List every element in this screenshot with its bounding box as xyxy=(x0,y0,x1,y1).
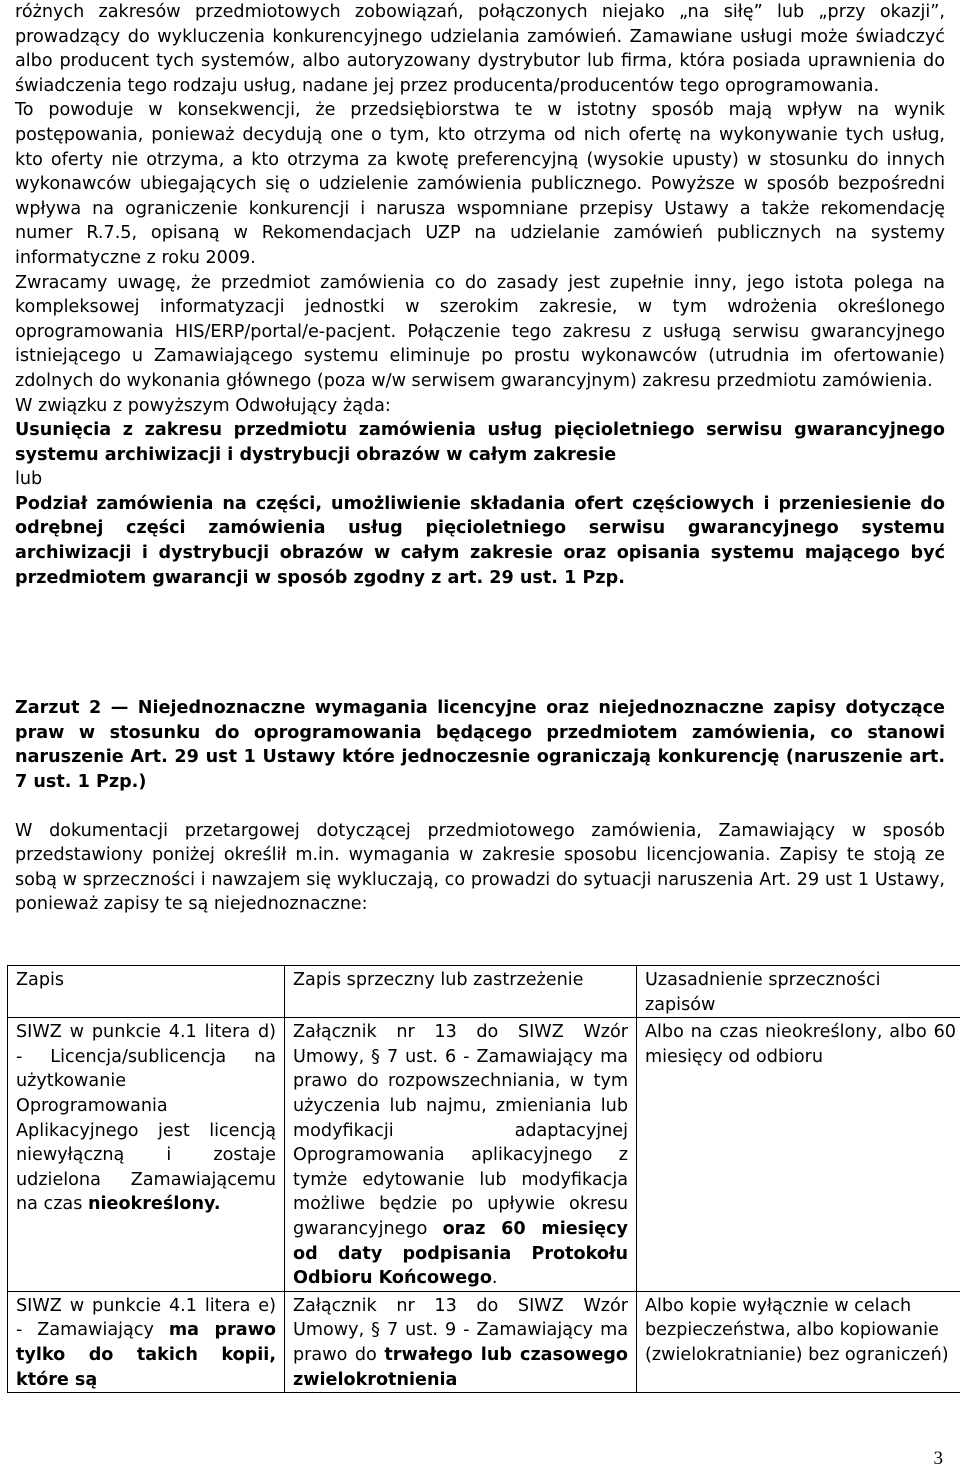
spacer xyxy=(15,590,945,696)
cell-text: Załącznik nr 13 do SIWZ Wzór Umowy, § 7 ust. 9 - Zamawiający ma prawo do xyxy=(293,1295,628,1365)
demand-division: Podział zamówienia na części, umożliwienie składania ofert częściowych i przeniesienie do odrębnej części zamówienia usług pięcioletniego serwisu gwarancyjnego systemu archiwizacji i dystrybucji obrazów w całym zakresie oraz opisania systemu mającego być przedmiotem gwarancji w sposób zgodny z art. 29 ust. 1 Pzp. xyxy=(15,493,945,588)
paragraph-licensing-intro: W dokumentacji przetargowej dotyczącej przedmiotowego zamówienia, Zamawiający w sposób przedstawiony poniżej określił m.in. wymagania w zakresie sposobu licencjowania. Zapisy te stoją ze sobą w sprzeczności i nawzajem się wykluczają, co prowadzi do sytuacji naruszenia Art. 29 ust 1 Ustawy, ponieważ zapisy te są niejednoznaczne: xyxy=(15,820,945,915)
cell-text-bold: trwałego lub czasowego zwielokrotnienia xyxy=(293,1344,628,1390)
table-cell-provision xyxy=(8,1018,285,1292)
table-row xyxy=(8,1018,960,1292)
cell-text-bold: nieokreślony. xyxy=(87,1194,221,1215)
table-row xyxy=(8,1291,960,1392)
table-cell-justification: Albo kopie wyłącznie w celach bezpieczeństwa, albo kopiowanie (zwielokratnianie) bez ograniczeń) xyxy=(637,1291,960,1392)
document-page xyxy=(15,0,945,917)
table-header-cell: Zapis sprzeczny lub zastrzeżenie xyxy=(285,966,637,1018)
cell-text: . xyxy=(491,1268,498,1289)
demand-removal: Usunięcia z zakresu przedmiotu zamówienia usług pięcioletniego serwisu gwarancyjnego systemu archiwizacji i dystrybucji obrazów w całym zakresie xyxy=(15,420,945,465)
section-heading-objection-2: Zarzut 2 — Niejednoznaczne wymagania licencyjne oraz niejednoznaczne zapisy dotyczące praw w stosunku do oprogramowania będącego przedmiotem zamówienia, co stanowi naruszenie Art. 29 ust 1 Ustawy które jednoczesnie ograniczają konkurencję (naruszenie art. 7 ust. 1 Pzp.) xyxy=(15,698,945,793)
table-header-row xyxy=(8,966,960,1018)
spacer xyxy=(15,795,945,819)
cell-text: SIWZ w punkcie 4.1 litera d) - Licencja/sublicencja na użytkowanie Oprogramowania Aplikacyjnego jest licencją niewyłączną i zostaje udzielona Zamawiającemu na czas xyxy=(16,1022,276,1215)
paragraph-consequence: To powoduje w konsekwencji, że przedsiębiorstwa te w istotny sposób mają wpływ na wynik postępowania, ponieważ decydują one o tym, kto otrzyma od nich ofertę na wykonywanie tych usług, kto oferty nie otrzyma, a kto otrzyma za kwotę preferencyjną (wysokie upusty) w stosunku do innych wykonawców ubiegających się o udzielenie zamówienia publicznego. Powyższe w sposób bezpośredni wpływa na ograniczenie konkurencji i narusza wspomniane przepisy Ustawy a także rekomendację numer R.7.5, opisaną w Rekomendacjach UZP na udzielanie zamówień publicznych na systemy informatyczne z roku 2009. xyxy=(15,100,945,268)
table-header-cell: Zapis xyxy=(8,966,285,1018)
demand-or: lub xyxy=(15,469,43,490)
contradictions-table xyxy=(7,965,960,1393)
paragraph-attention: Zwracamy uwagę, że przedmiot zamówienia co do zasady jest zupełnie inny, jego istota polega na kompleksowej informatyzacji jednostki w szerokim zakresie, w tym wdrożenia określonego oprogramowania HIS/ERP/portal/e-pacjent. Połączenie tego zakresu z usługą serwisu gwarancyjnego istniejącego u Zamawiającego systemu eliminuje po prostu wykonawców (utrudnia im ofertowanie) zdolnych do wykonania głównego (poza w/w serwisem gwarancyjnym) zakresu przedmiotu zamówienia. xyxy=(15,272,945,391)
table-cell-conflict xyxy=(285,1291,637,1392)
paragraph-demand-intro: W związku z powyższym Odwołujący żąda: xyxy=(15,395,391,416)
page-number: 3 xyxy=(933,1448,943,1469)
table-header-cell: Uzasadnienie sprzeczności zapisów xyxy=(637,966,960,1018)
cell-text: SIWZ w punkcie 4.1 litera e) - Zamawiający xyxy=(16,1295,276,1341)
table-cell-justification: Albo na czas nieokreślony, albo 60 miesięcy od odbioru xyxy=(637,1018,960,1292)
cell-text-bold: ma prawo tylko do takich kopii, które są xyxy=(16,1320,276,1390)
table-cell-conflict xyxy=(285,1018,637,1292)
cell-text: Załącznik nr 13 do SIWZ Wzór Umowy, § 7 ust. 6 - Zamawiający ma prawo do rozpowszechniania, w tym użyczenia lub najmu, zmieniania lub modyfikacji adaptacyjnej Oprogramowania aplikacyjnego z tymże edytowanie lub modyfikacja możliwe będzie po upływie okresu gwarancyjnego xyxy=(293,1022,628,1239)
cell-text-bold: oraz 60 miesięcy od daty podpisania Protokołu Odbioru Końcowego xyxy=(293,1218,628,1289)
table-cell-provision xyxy=(8,1291,285,1392)
paragraph-scope-combination: różnych zakresów przedmiotowych zobowiązań, połączonych niejako „na siłę” lub „przy okazji”, prowadzący do wykluczenia konkurencyjnego udzielania zamówień. Zamawiane usługi może świadczyć albo producent tych systemów, albo autoryzowany dystrybutor lub firma, która posiada uprawnienia do świadczenia tego rodzaju usług, nadane jej przez producenta/producentów tego oprogramowania. xyxy=(15,2,945,96)
